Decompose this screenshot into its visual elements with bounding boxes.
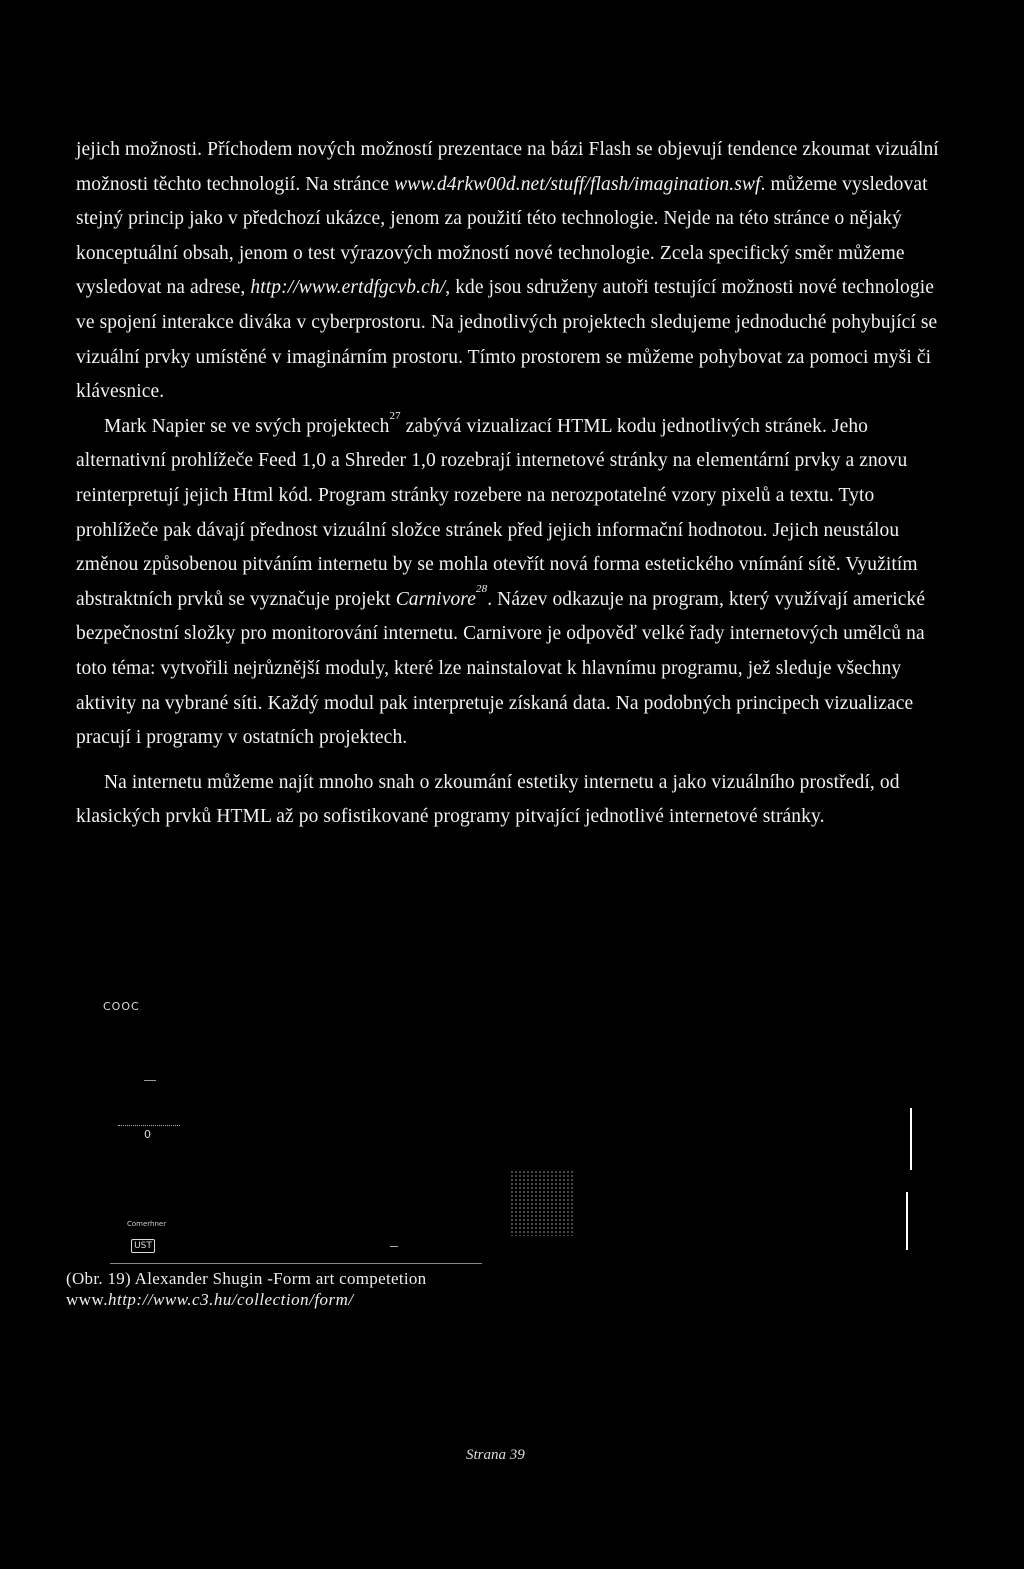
page-number: Strana 39: [466, 1447, 525, 1463]
italic-term: Carnivore: [395, 588, 477, 610]
caption-title: (Obr. 19) Alexander Shugin -Form art competetion: [66, 1269, 427, 1288]
italic-term: http://www.ertdfgcvb.ch/: [250, 277, 446, 299]
figure-dash: [144, 1080, 156, 1081]
figure-caption: [66, 1268, 426, 1310]
text-run: jejich možnosti. Příchodem nových možností prezentace na bázi Flash se objevují tendence zkoumat vizuální možnosti těchto technologií. Na stránce: [76, 139, 939, 195]
body-text: [76, 133, 956, 835]
italic-term: www.d4rkw00d.net/stuff/flash/imagination.swf: [394, 173, 761, 195]
text-run: . Název odkazuje na program, který využívají americké bezpečnostní složky pro monitorování internetu. Carnivore je odpověď velké řady internetových umělců na toto téma: vytvořili nejrůznější moduly, které lze nainstalovat k hlavnímu programu, jež sleduje všechny aktivity na vybrané síti. Každý modul pak interpretuje získaná data. Na podobných principech vizualizace pracují i programy v ostatních projektech.: [76, 588, 926, 749]
text-run: , kde jsou sdruženy autoři testující možnosti nové technologie ve spojení interakce diváka v cyberprostoru. Na jednotlivých projektech sledujeme jednoduché pohybující se vizuální prvky umístěné v imaginárním prostoru. Tímto prostorem se můžeme pohybovat za pomoci myši či klávesnice.: [76, 277, 938, 403]
footnote-ref: 27: [389, 409, 401, 422]
text-run: Mark Napier se ve svých projektech: [104, 415, 390, 437]
figure-small-dash: [390, 1246, 398, 1247]
figure-vertical-line: [910, 1108, 912, 1170]
figure-baseline: [110, 1263, 482, 1264]
figure-box-button: UST: [131, 1239, 155, 1253]
figure-corner-label: Comerhner: [127, 1220, 167, 1228]
paragraph-napier: [76, 410, 956, 756]
text-run: . můžeme vysledovat stejný princip jako v předchozí ukázce, jenom za použití této technologie. Nejde na této stránce o nějaký konceptuální obsah, jenom o test výrazových možností nové technologie. Zcela specifický směr můžeme vysledovat na adrese,: [76, 173, 928, 299]
caption-link[interactable]: http://www.c3.hu/collection/form/: [107, 1290, 354, 1309]
caption-link-line: [66, 1289, 426, 1310]
footnote-ref: 28: [476, 582, 488, 595]
caption-link-prefix: www.: [66, 1290, 108, 1309]
figure-o-label: 0: [144, 1128, 151, 1141]
figure-code-label: COOC: [103, 1000, 140, 1013]
paragraph-intro: [76, 133, 956, 410]
figure-dot-grid: [510, 1170, 574, 1236]
paragraph-conclusion: [76, 766, 956, 835]
figure-vertical-line-lower: [906, 1192, 908, 1250]
text-run: zabývá vizualizací HTML kodu jednotlivých stránek. Jeho alternativní prohlížeče Feed 1,0 a Shreder 1,0 rozebrají internetové stránky na elementární prvky a znovu reinterpretují jejich Html kód. Program stránky rozebere na nerozpotatelné vzory pixelů a textu. Tyto prohlížeče pak dávají přednost vizuální složce stránek před jejich informační hodnotou. Jejich neustálou změnou způsobenou pitváním internetu by se mohla otevřít nová forma estetického vnímání sítě. Využitím abstraktních prvků se vyznačuje projekt: [76, 415, 918, 610]
figure-dotted-line: [118, 1125, 180, 1127]
text-run: Na internetu můžeme najít mnoho snah o zkoumání estetiky internetu a jako vizuálního prostředí, od klasických prvků HTML až po sofistikované programy pitvající jednotlivé internetové stránky.: [76, 771, 900, 828]
figure-form-art: [0, 970, 1024, 1390]
